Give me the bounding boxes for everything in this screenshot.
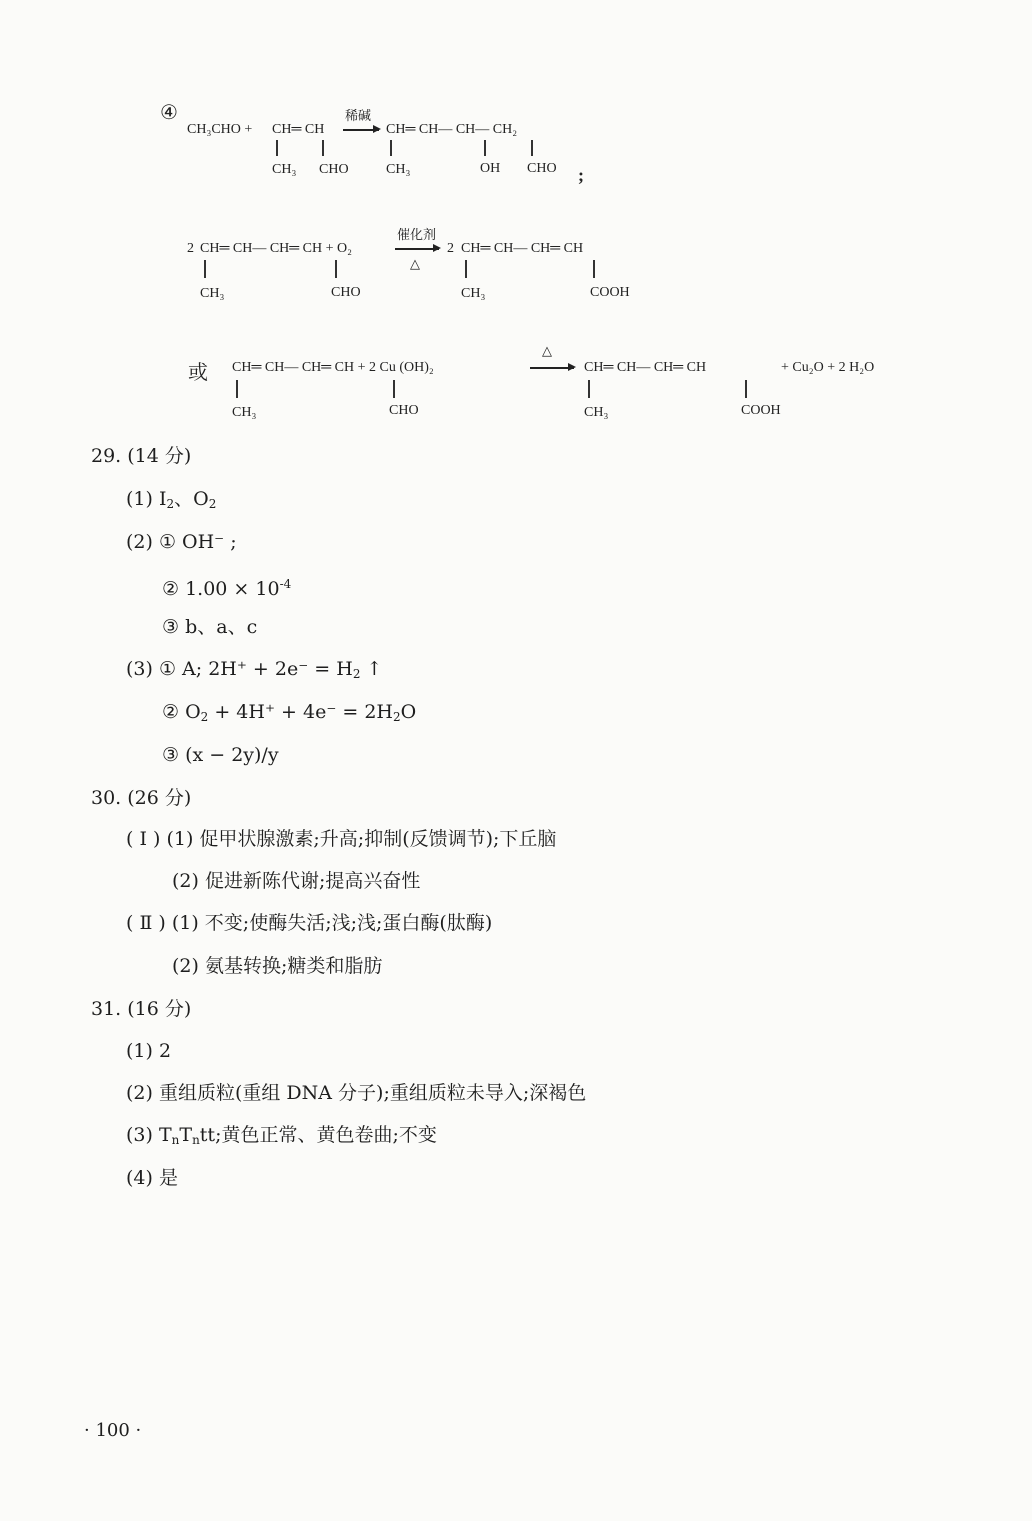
question-29-heading: 29. (14 分) (91, 445, 192, 467)
q31-part-2: (2) 重组质粒(重组 DNA 分子);重组质粒未导入;深褐色 (126, 1082, 587, 1104)
heat-symbol: △ (542, 343, 552, 358)
reactant-2-ch3: CH₃ (272, 162, 297, 177)
q30-part-2-2: (2) 氨基转换;糖类和脂肪 (172, 955, 383, 977)
product-4-ch3: CH₃ (386, 162, 411, 177)
byproducts: + Cu₂O + 2 H₂O (781, 360, 875, 375)
reaction-4-condition: 稀碱 (345, 108, 372, 123)
product-4-cho: CHO (527, 161, 557, 176)
q31-part-3: (3) $T_nT_ntt$;黄色正常、黄色卷曲;不变 (126, 1124, 437, 1147)
reaction-6-arrow (530, 367, 574, 369)
question-30-heading: 30. (26 分) (91, 787, 192, 809)
reactant-chain: CH═ CH— CH═ CH + O₂ (200, 241, 353, 256)
product-4-chain: CH═ CH— CH— CH₂ (386, 122, 518, 137)
product-cooh: COOH (741, 403, 781, 418)
q30-part-1-1: ( Ⅰ ) (1) 促甲状腺激素;升高;抑制(反馈调节);下丘脑 (126, 828, 557, 850)
reactant-cho: CHO (389, 403, 419, 418)
reactant-2-chain: CH═ CH (272, 122, 325, 137)
q31-part-1: (1) 2 (126, 1040, 172, 1062)
reaction-oxidation-cuoh2 (0, 0, 1032, 430)
q30-part-1-2: (2) 促进新陈代谢;提高兴奋性 (172, 870, 421, 892)
q29-part-1: (1) $I_2$、$O_2$ (126, 488, 217, 511)
page-number: · 100 · (84, 1420, 142, 1441)
reactant-1: CH₃CHO + (187, 122, 253, 137)
q29-part-2-2: ② $1.00 \times 10^{-4}$ (162, 577, 292, 600)
reactant-ch3: CH₃ (232, 405, 257, 420)
product-coef: 2 (447, 241, 454, 256)
coef-2: 2 (187, 241, 194, 256)
q29-part-2-1: (2) ① OH⁻ ; (126, 531, 237, 553)
q30-part-2-1: ( Ⅱ ) (1) 不变;使酶失活;浅;浅;蛋白酶(肽酶) (126, 912, 493, 934)
product-chain: CH═ CH— CH═ CH (584, 360, 707, 375)
reactant-2-cho: CHO (319, 162, 349, 177)
heat-symbol: △ (410, 256, 420, 271)
or-label: 或 (188, 360, 208, 384)
reactant-ch3: CH₃ (200, 286, 225, 301)
reactant-chain: CH═ CH— CH═ CH + 2 Cu (OH)₂ (232, 360, 434, 375)
reaction-4-end: ; (578, 165, 584, 185)
q29-part-3-2: ② $O_2 + 4H^+ + 4e^- = 2H_2O$ (162, 701, 417, 724)
product-chain: CH═ CH— CH═ CH (461, 241, 584, 256)
reactant-cho: CHO (331, 285, 361, 300)
catalyst-label: 催化剂 (397, 227, 437, 242)
product-cooh: COOH (590, 285, 630, 300)
q29-part-2-3: ③ b、a、c (162, 616, 258, 638)
q31-part-4: (4) 是 (126, 1167, 178, 1189)
reaction-4-marker: ④ (160, 102, 178, 124)
product-ch3: CH₃ (584, 405, 609, 420)
q29-part-3-1: (3) ① A; $2H^+ + 2e^- = H_2$ ↑ (126, 658, 383, 681)
product-4-oh: OH (480, 161, 501, 176)
product-ch3: CH₃ (461, 286, 486, 301)
q29-part-3-3: ③ (x − 2y)/y (162, 744, 279, 766)
question-31-heading: 31. (16 分) (91, 998, 192, 1020)
